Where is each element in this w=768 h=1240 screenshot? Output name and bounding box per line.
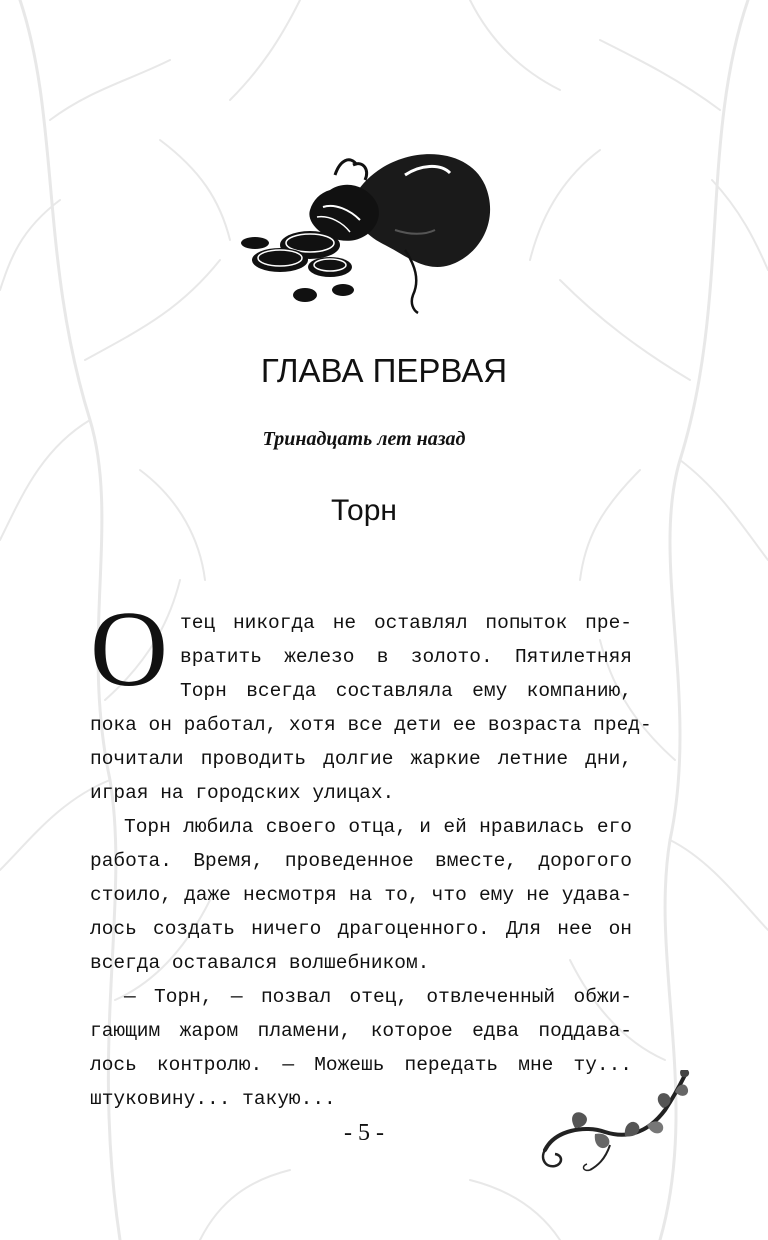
chapter-subtitle: Тринадцать лет назад	[262, 428, 466, 450]
page-number: - 5 -	[344, 1120, 384, 1146]
text-line: Торн любила своего отца, и ей нравилась его	[124, 816, 632, 838]
text-line: почитали проводить долгие жаркие летние дни,	[90, 748, 632, 770]
text-line: всегда оставался волшебником.	[90, 952, 430, 974]
drop-cap: О	[90, 590, 168, 709]
body-text	[90, 606, 652, 1116]
text-line: работа. Время, проведенное вместе, дорогого	[90, 850, 632, 872]
text-line: Торн всегда составляла ему компанию,	[180, 680, 632, 702]
vine-ornament	[535, 1070, 695, 1180]
chapter-pov-name: Торн	[331, 494, 397, 527]
text-line: гающим жаром пламени, которое едва поддава-	[90, 1020, 632, 1042]
text-line: — Торн, — позвал отец, отвлеченный обжи-	[124, 986, 632, 1008]
text-line: стоило, даже несмотря на то, что ему не удава-	[90, 884, 632, 906]
text-line: вратить железо в золото. Пятилетняя	[180, 646, 632, 668]
text-line: пока он работал, хотя все дети ее возраста пред-	[90, 714, 652, 736]
text-line: играя на городских улицах.	[90, 782, 395, 804]
chapter-title: ГЛАВА ПЕРВАЯ	[260, 352, 508, 389]
text-line: штуковину... такую...	[90, 1088, 336, 1110]
text-line: лось контролю. — Можешь передать мне ту...	[90, 1054, 632, 1076]
text-line: лось создать ничего драгоценного. Для нее он	[90, 918, 632, 940]
coin-pouch-illustration	[235, 135, 495, 325]
text-line: тец никогда не оставлял попыток пре-	[180, 612, 632, 634]
